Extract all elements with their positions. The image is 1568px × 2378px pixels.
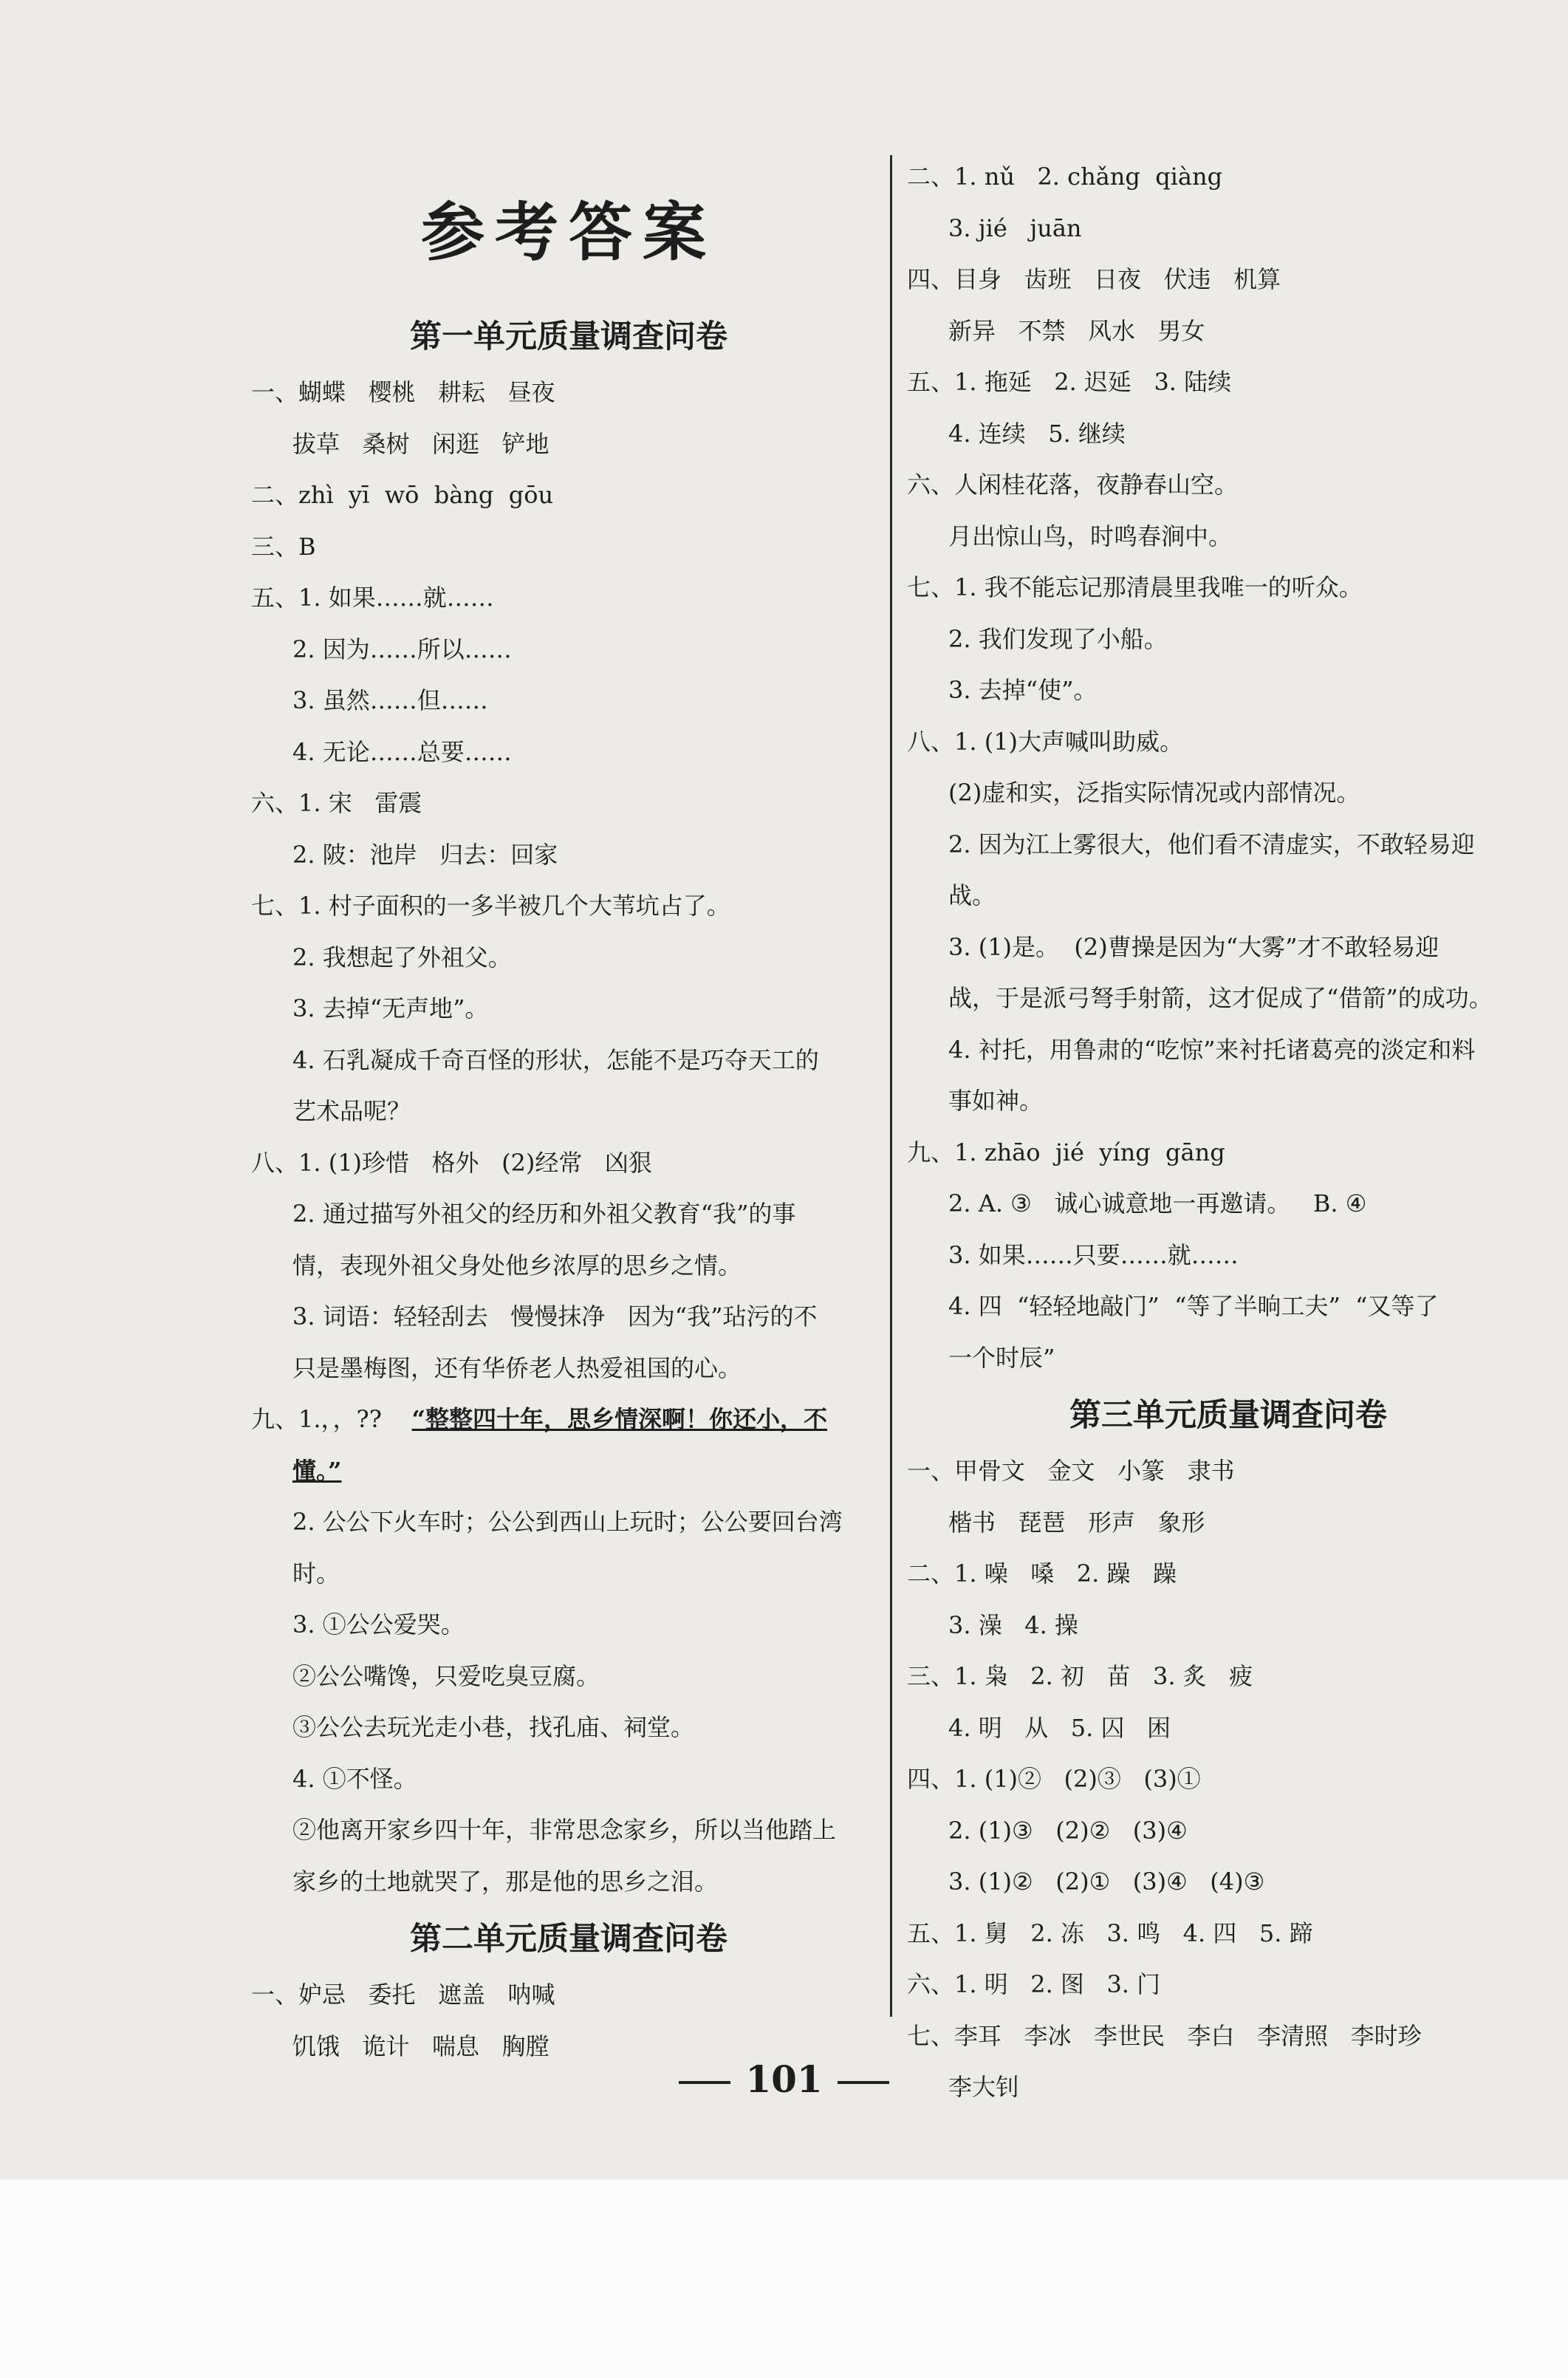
answer-line: [251, 1086, 886, 1138]
answer-line: [907, 1959, 1550, 2011]
underlined-answer: “整整四十年，思乡情深啊！你还小，不: [411, 1405, 827, 1433]
answer-text: 4. 衬托，用鲁肃的“吃惊”来衬托诸葛亮的淡定和料: [948, 1035, 1476, 1064]
answer-line: [907, 254, 1550, 306]
answer-line: [251, 1343, 886, 1395]
answer-text: 七、1. 我不能忘记那清晨里我唯一的听众。: [907, 573, 1363, 601]
answer-line: [907, 306, 1550, 358]
answer-text: (2)虚和实，泛指实际情况或内部情况。: [948, 779, 1360, 807]
answer-line: [251, 1548, 886, 1600]
answer-line: [251, 1805, 886, 1856]
page-number-text: 101: [745, 2057, 823, 2101]
answer-text: 4. 连续 5. 继续: [948, 419, 1126, 448]
answer-line: [251, 1702, 886, 1754]
answer-line: [907, 768, 1550, 819]
answer-line: [251, 419, 886, 471]
answer-line: [907, 1446, 1550, 1497]
answer-text: 二、1. 噪 嗓 2. 躁 躁: [907, 1559, 1177, 1588]
answer-line: [251, 1754, 886, 1805]
answer-text: 一、蝴蝶 樱桃 耕耘 昼夜: [251, 378, 555, 406]
answer-text: 楷书 琵琶 形声 象形: [948, 1508, 1205, 1537]
answer-text: 战。: [948, 881, 996, 909]
answer-text: 2. 我们发现了小船。: [948, 624, 1168, 653]
answer-text: 4. 无论……总要……: [292, 737, 512, 766]
answer-text: 九、1.，，??: [251, 1405, 412, 1433]
answer-text: 艺术品呢？: [292, 1097, 411, 1125]
answer-line: [907, 870, 1550, 922]
answer-line: [907, 1600, 1550, 1652]
answer-line: [907, 1076, 1550, 1127]
answer-line: [251, 470, 886, 522]
page-bottom-margin: [0, 2179, 1568, 2378]
answer-text: 4. 四 “轻轻地敲门” “等了半晌工夫” “又等了: [948, 1292, 1439, 1320]
answer-text: 七、1. 村子面积的一多半被几个大苇坑占了。: [251, 892, 730, 920]
answer-text: 3. 澡 4. 操: [948, 1610, 1078, 1639]
answer-text: 只是墨梅图，还有华侨老人热爱祖国的心。: [292, 1353, 742, 1382]
page-number: [0, 2057, 1568, 2101]
answer-text: 2. 我想起了外祖父。: [292, 943, 512, 971]
answer-text: 事如神。: [948, 1087, 1044, 1115]
answer-text: 4. 明 从 5. 囚 困: [948, 1713, 1171, 1742]
answer-line: [251, 830, 886, 881]
answer-text: 二、zhì yī wō bàng gōu: [251, 481, 554, 509]
answer-line: [907, 1908, 1550, 1960]
answer-text: 六、人闲桂花落，夜静春山空。: [907, 471, 1239, 499]
page-title: 参考答案: [421, 195, 716, 270]
answer-line: [251, 1394, 886, 1446]
answer-text: 四、1. (1)② (2)③ (3)①: [907, 1765, 1201, 1793]
answer-line: [907, 1651, 1550, 1703]
answer-line: [907, 357, 1550, 409]
answer-line: [907, 717, 1550, 768]
answer-text: 五、1. 舅 2. 冻 3. 鸣 4. 四 5. 蹄: [907, 1919, 1313, 1947]
answer-line: [251, 1497, 886, 1548]
answer-text: 六、1. 宋 雷震: [251, 789, 422, 817]
answer-text: 一个时辰”: [948, 1343, 1055, 1372]
answer-text: 2. 因为江上雾很大，他们看不清虚实，不敢轻易迎: [948, 830, 1475, 858]
answer-line: [907, 151, 1550, 203]
underlined-answer: 懂。”: [292, 1456, 342, 1485]
answer-line: [251, 367, 886, 419]
answer-line: [907, 1548, 1550, 1600]
answer-text: 一、甲骨文 金文 小篆 隶书: [907, 1457, 1235, 1485]
answer-line: [251, 1035, 886, 1087]
answer-line: [907, 1856, 1550, 1908]
answer-line: [907, 1805, 1550, 1857]
answer-text: 2. 通过描写外祖父的经历和外祖父教育“我”的事: [292, 1200, 796, 1228]
answer-line: [907, 973, 1550, 1025]
answer-text: 李大钊: [948, 2073, 1020, 2101]
answer-text: ②公公嘴馋，只爱吃臭豆腐。: [292, 1661, 600, 1690]
left-column: [251, 151, 886, 2072]
answer-line: [907, 1025, 1550, 1076]
answer-line: [907, 1127, 1550, 1179]
answer-line: [907, 1703, 1550, 1755]
answer-line: [907, 1281, 1550, 1333]
answer-line: [907, 511, 1550, 563]
answer-text: 3. 去掉“使”。: [948, 676, 1098, 704]
answer-text: 3. 虽然……但……: [292, 686, 488, 714]
answer-line: [251, 932, 886, 984]
answer-line: [907, 665, 1550, 717]
answer-text: 4. 石乳凝成千奇百怪的形状，怎能不是巧夺天工的: [292, 1045, 819, 1074]
answer-text: 八、1. (1)大声喊叫助威。: [907, 727, 1184, 756]
right-column: [907, 151, 1550, 2114]
answer-line: [251, 1189, 886, 1240]
answer-text: 2. (1)③ (2)② (3)④: [948, 1816, 1188, 1845]
answer-line: [907, 819, 1550, 871]
answer-text: 饥饿 诡计 喘息 胸膛: [292, 2032, 550, 2060]
answer-text: 3. 去掉“无声地”。: [292, 994, 489, 1022]
answer-line: [251, 1291, 886, 1343]
answer-text: 2. 陂：池岸 归去：回家: [292, 840, 558, 869]
answer-text: 七、李耳 李冰 李世民 李白 李清照 李时珍: [907, 2021, 1422, 2050]
answer-text: 六、1. 明 2. 图 3. 门: [907, 1970, 1161, 1998]
answer-line: [251, 1240, 886, 1292]
column-divider: [890, 155, 892, 2017]
answer-line: [251, 1138, 886, 1189]
answer-text: 4. ①不怪。: [292, 1764, 417, 1793]
answer-line: [907, 2011, 1550, 2063]
answer-text: 五、1. 如果……就……: [251, 584, 494, 612]
answer-text: 新异 不禁 风水 男女: [948, 316, 1205, 345]
answer-text: 五、1. 拖延 2. 迟延 3. 陆续: [907, 368, 1232, 396]
answer-line: [251, 522, 886, 573]
answer-text: 一、妒忌 委托 遮盖 呐喊: [251, 1981, 555, 2009]
answer-text: 家乡的土地就哭了，那是他的思乡之泪。: [292, 1867, 719, 1896]
answer-line: [907, 562, 1550, 614]
answer-text: 三、1. 枭 2. 初 苗 3. 炙 疲: [907, 1662, 1253, 1690]
answer-line: [907, 203, 1550, 255]
answer-line: [251, 881, 886, 932]
answer-line: [251, 573, 886, 624]
answer-line: [251, 778, 886, 830]
answer-text: ②他离开家乡四十年，非常思念家乡，所以当他踏上: [292, 1816, 837, 1844]
answer-line: [907, 459, 1550, 511]
answer-text: 3. jié juān: [948, 213, 1082, 242]
answer-line: [907, 1497, 1550, 1549]
dash-left: [679, 2081, 730, 2084]
dash-right: [838, 2081, 889, 2084]
answer-line: [907, 1333, 1550, 1384]
answer-text: 时。: [292, 1559, 340, 1588]
answer-text: 3. ①公公爱哭。: [292, 1610, 465, 1639]
answer-line: [907, 1230, 1550, 1282]
answer-text: 2. A. ③ 诚心诚意地一再邀请。 B. ④: [948, 1189, 1367, 1217]
answer-text: 2. 因为……所以……: [292, 635, 512, 663]
answer-text: 二、1. nǔ 2. chǎng qiàng: [907, 163, 1223, 191]
section-title: 第三单元质量调查问卷: [1069, 1397, 1387, 1434]
answer-text: 月出惊山鸟，时鸣春涧中。: [948, 522, 1233, 550]
answer-text: 3. 如果……只要……就……: [948, 1240, 1239, 1269]
section-title: 第二单元质量调查问卷: [410, 1921, 727, 1958]
answer-line: [251, 1599, 886, 1651]
answer-text: 情，表现外祖父身处他乡浓厚的思乡之情。: [292, 1251, 742, 1279]
section-title: 第一单元质量调查问卷: [410, 318, 727, 355]
answer-text: 战，于是派弓弩手射箭，这才促成了“借箭”的成功。: [948, 984, 1493, 1012]
answer-line: [251, 983, 886, 1035]
answer-line: [251, 727, 886, 779]
answer-text: 3. (1)② (2)① (3)④ (4)③: [948, 1868, 1265, 1896]
answer-line: [251, 624, 886, 676]
answer-text: 3. (1)是。 (2)曹操是因为“大雾”才不敢轻易迎: [948, 932, 1439, 961]
answer-text: 3. 词语：轻轻刮去 慢慢抹净 因为“我”玷污的不: [292, 1302, 818, 1330]
answer-line: [907, 614, 1550, 666]
answer-line: [251, 1446, 886, 1497]
answer-line: [907, 1754, 1550, 1805]
answer-line: [251, 1969, 886, 2021]
answer-text: 三、B: [251, 532, 316, 561]
answer-line: [251, 1651, 886, 1703]
answer-line: [907, 409, 1550, 460]
answer-text: 四、目身 齿班 日夜 伏违 机算: [907, 265, 1281, 293]
answer-text: 八、1. (1)珍惜 格外 (2)经常 凶狠: [251, 1148, 652, 1177]
answer-text: 2. 公公下火车时；公公到西山上玩时；公公要回台湾: [292, 1508, 843, 1536]
answer-text: 九、1. zhāo jié yíng gāng: [907, 1138, 1225, 1166]
answer-line: [251, 675, 886, 727]
answer-text: ③公公去玩光走小巷，找孔庙、祠堂。: [292, 1713, 695, 1741]
answer-line: [907, 1178, 1550, 1230]
answer-line: [907, 922, 1550, 974]
answer-text: 拔草 桑树 闲逛 铲地: [292, 429, 550, 458]
answer-line: [251, 1856, 886, 1908]
